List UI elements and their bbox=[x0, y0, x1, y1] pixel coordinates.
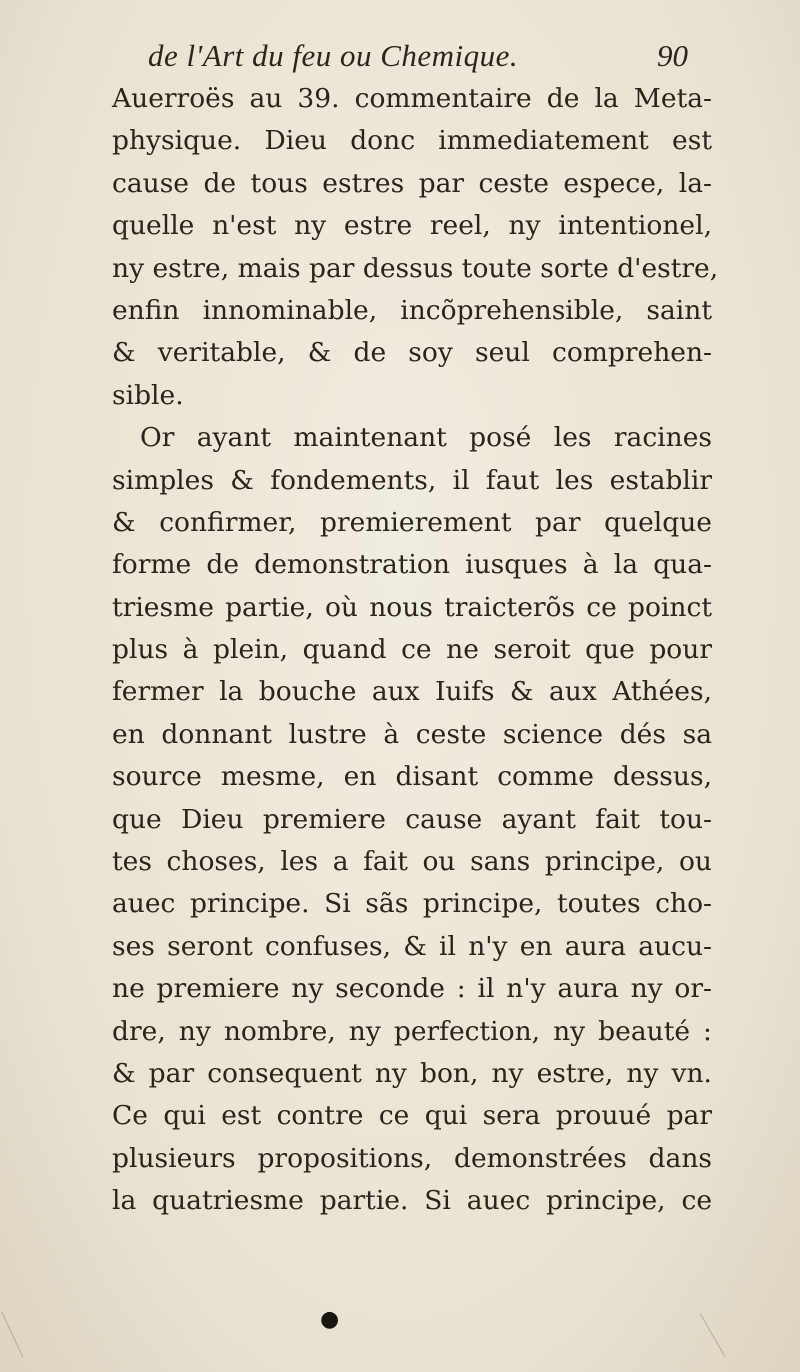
text-line: Auerroës au 39. commentaire de la Meta- bbox=[112, 83, 712, 114]
page-number: 90 bbox=[657, 38, 688, 73]
running-head bbox=[148, 34, 688, 84]
text-line: dre, ny nombre, ny perfection, ny beauté : bbox=[112, 1015, 712, 1047]
text-line: source mesme, en disant comme dessus, bbox=[112, 761, 712, 793]
printer-ornament-icon: ● bbox=[320, 1307, 340, 1332]
text-line: sible. bbox=[112, 379, 184, 411]
text-line: triesme partie, où nous traicterõs ce poinct bbox=[112, 591, 712, 623]
text-line: simples & fondements, il faut les establir bbox=[112, 464, 712, 496]
text-line: physique. Dieu donc immediatement est bbox=[112, 125, 712, 157]
text-line: & veritable, & de soy seul comprehen- bbox=[112, 337, 712, 369]
running-title: de l'Art du feu ou Chemique. bbox=[148, 38, 519, 73]
text-line: ny estre, mais par dessus toute sorte d'estre, bbox=[112, 252, 719, 284]
text-line: plusieurs propositions, demonstrées dans bbox=[112, 1142, 712, 1174]
text-line: & par consequent ny bon, ny estre, ny vn. bbox=[112, 1057, 712, 1089]
text-line: ne premiere ny seconde : il n'y aura ny or- bbox=[112, 973, 712, 1005]
paper-crease-mark bbox=[1, 1312, 23, 1358]
text-line: & confirmer, premierement par quelque bbox=[112, 506, 712, 538]
body-text bbox=[112, 78, 719, 1223]
text-line: tes choses, les a fait ou sans principe, ou bbox=[112, 846, 712, 878]
text-line: enfin innominable, incõprehensible, saint bbox=[112, 294, 712, 326]
text-line: fermer la bouche aux Iuifs & aux Athées, bbox=[112, 676, 712, 708]
paper-crease-mark bbox=[700, 1313, 726, 1357]
text-line: ses seront confuses, & il n'y en aura aucu- bbox=[112, 930, 712, 962]
text-line: cause de tous estres par ceste espece, la- bbox=[112, 167, 712, 199]
text-line: en donnant lustre à ceste science dés sa bbox=[112, 718, 712, 750]
text-line: auec principe. Si sãs principe, toutes cho- bbox=[112, 888, 712, 920]
text-line: Or ayant maintenant posé les racines bbox=[140, 422, 712, 454]
text-line: que Dieu premiere cause ayant fait tou- bbox=[112, 803, 712, 835]
text-line: plus à plein, quand ce ne seroit que pour bbox=[112, 634, 712, 666]
text-line: Ce qui est contre ce qui sera prouué par bbox=[112, 1100, 712, 1132]
text-line: forme de demonstration iusques à la qua- bbox=[112, 549, 712, 581]
text-line: la quatriesme partie. Si auec principe, ce bbox=[112, 1185, 712, 1217]
text-line: quelle n'est ny estre reel, ny intentionel, bbox=[112, 210, 712, 242]
